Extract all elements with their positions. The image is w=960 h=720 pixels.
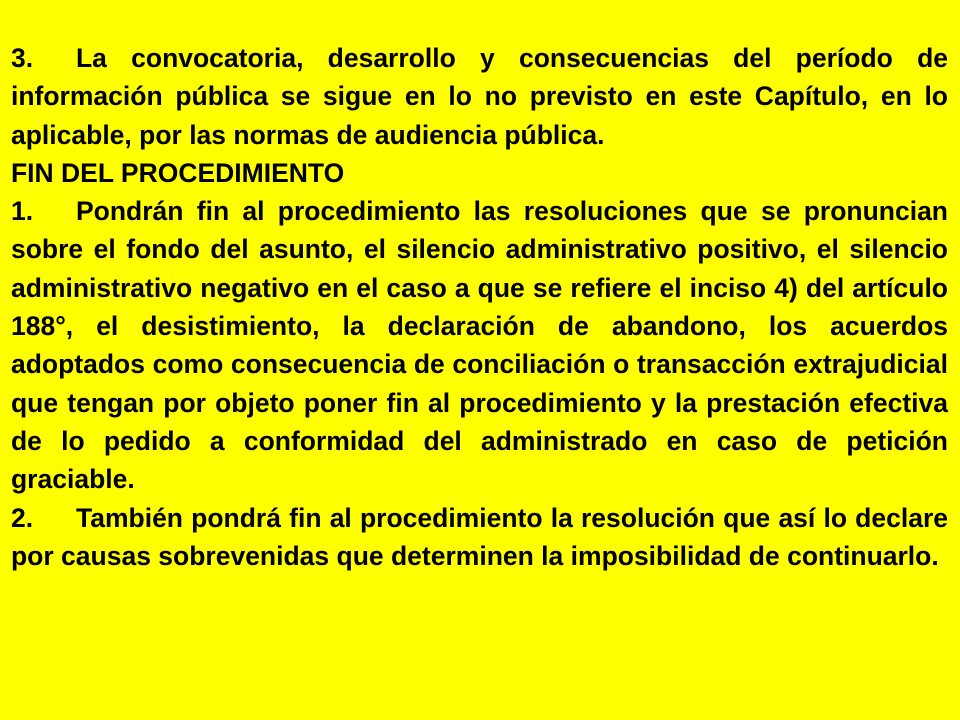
paragraph-item-2: [11, 499, 948, 576]
item-text: La convocatoria, desarrollo y consecuencias del período de información pública se sigue en lo no previsto en este Capítulo, en lo aplicable, por las normas de audiencia pública.: [11, 43, 948, 150]
item-number: 3.: [11, 43, 34, 73]
paragraph-item-1: [11, 192, 948, 498]
item-number: 2.: [11, 502, 34, 533]
item-number: 1.: [11, 196, 34, 227]
section-heading: FIN DEL PROCEDIMIENTO: [11, 157, 345, 188]
item-text: Pondrán fin al procedimiento las resoluciones que se pronuncian sobre el fondo del asunto, el silencio administrativo positivo, el silencio administrativo negativo en el caso a que se refiere el inciso 4) del artículo 188°, el desistimiento, la declaración de abandono, los acuerdos adoptados como consecuencia de conciliación o transacción extrajudicial que tengan por objeto poner fin al procedimiento y la prestación efectiva de lo pedido a conformidad del administrado en caso de petición graciable.: [11, 196, 948, 495]
item-text: También pondrá fin al procedimiento la resolución que así lo declare por causas sobrevenidas que determinen la imposibilidad de continuarlo.: [11, 502, 948, 571]
paragraph-item-3: [11, 39, 948, 154]
